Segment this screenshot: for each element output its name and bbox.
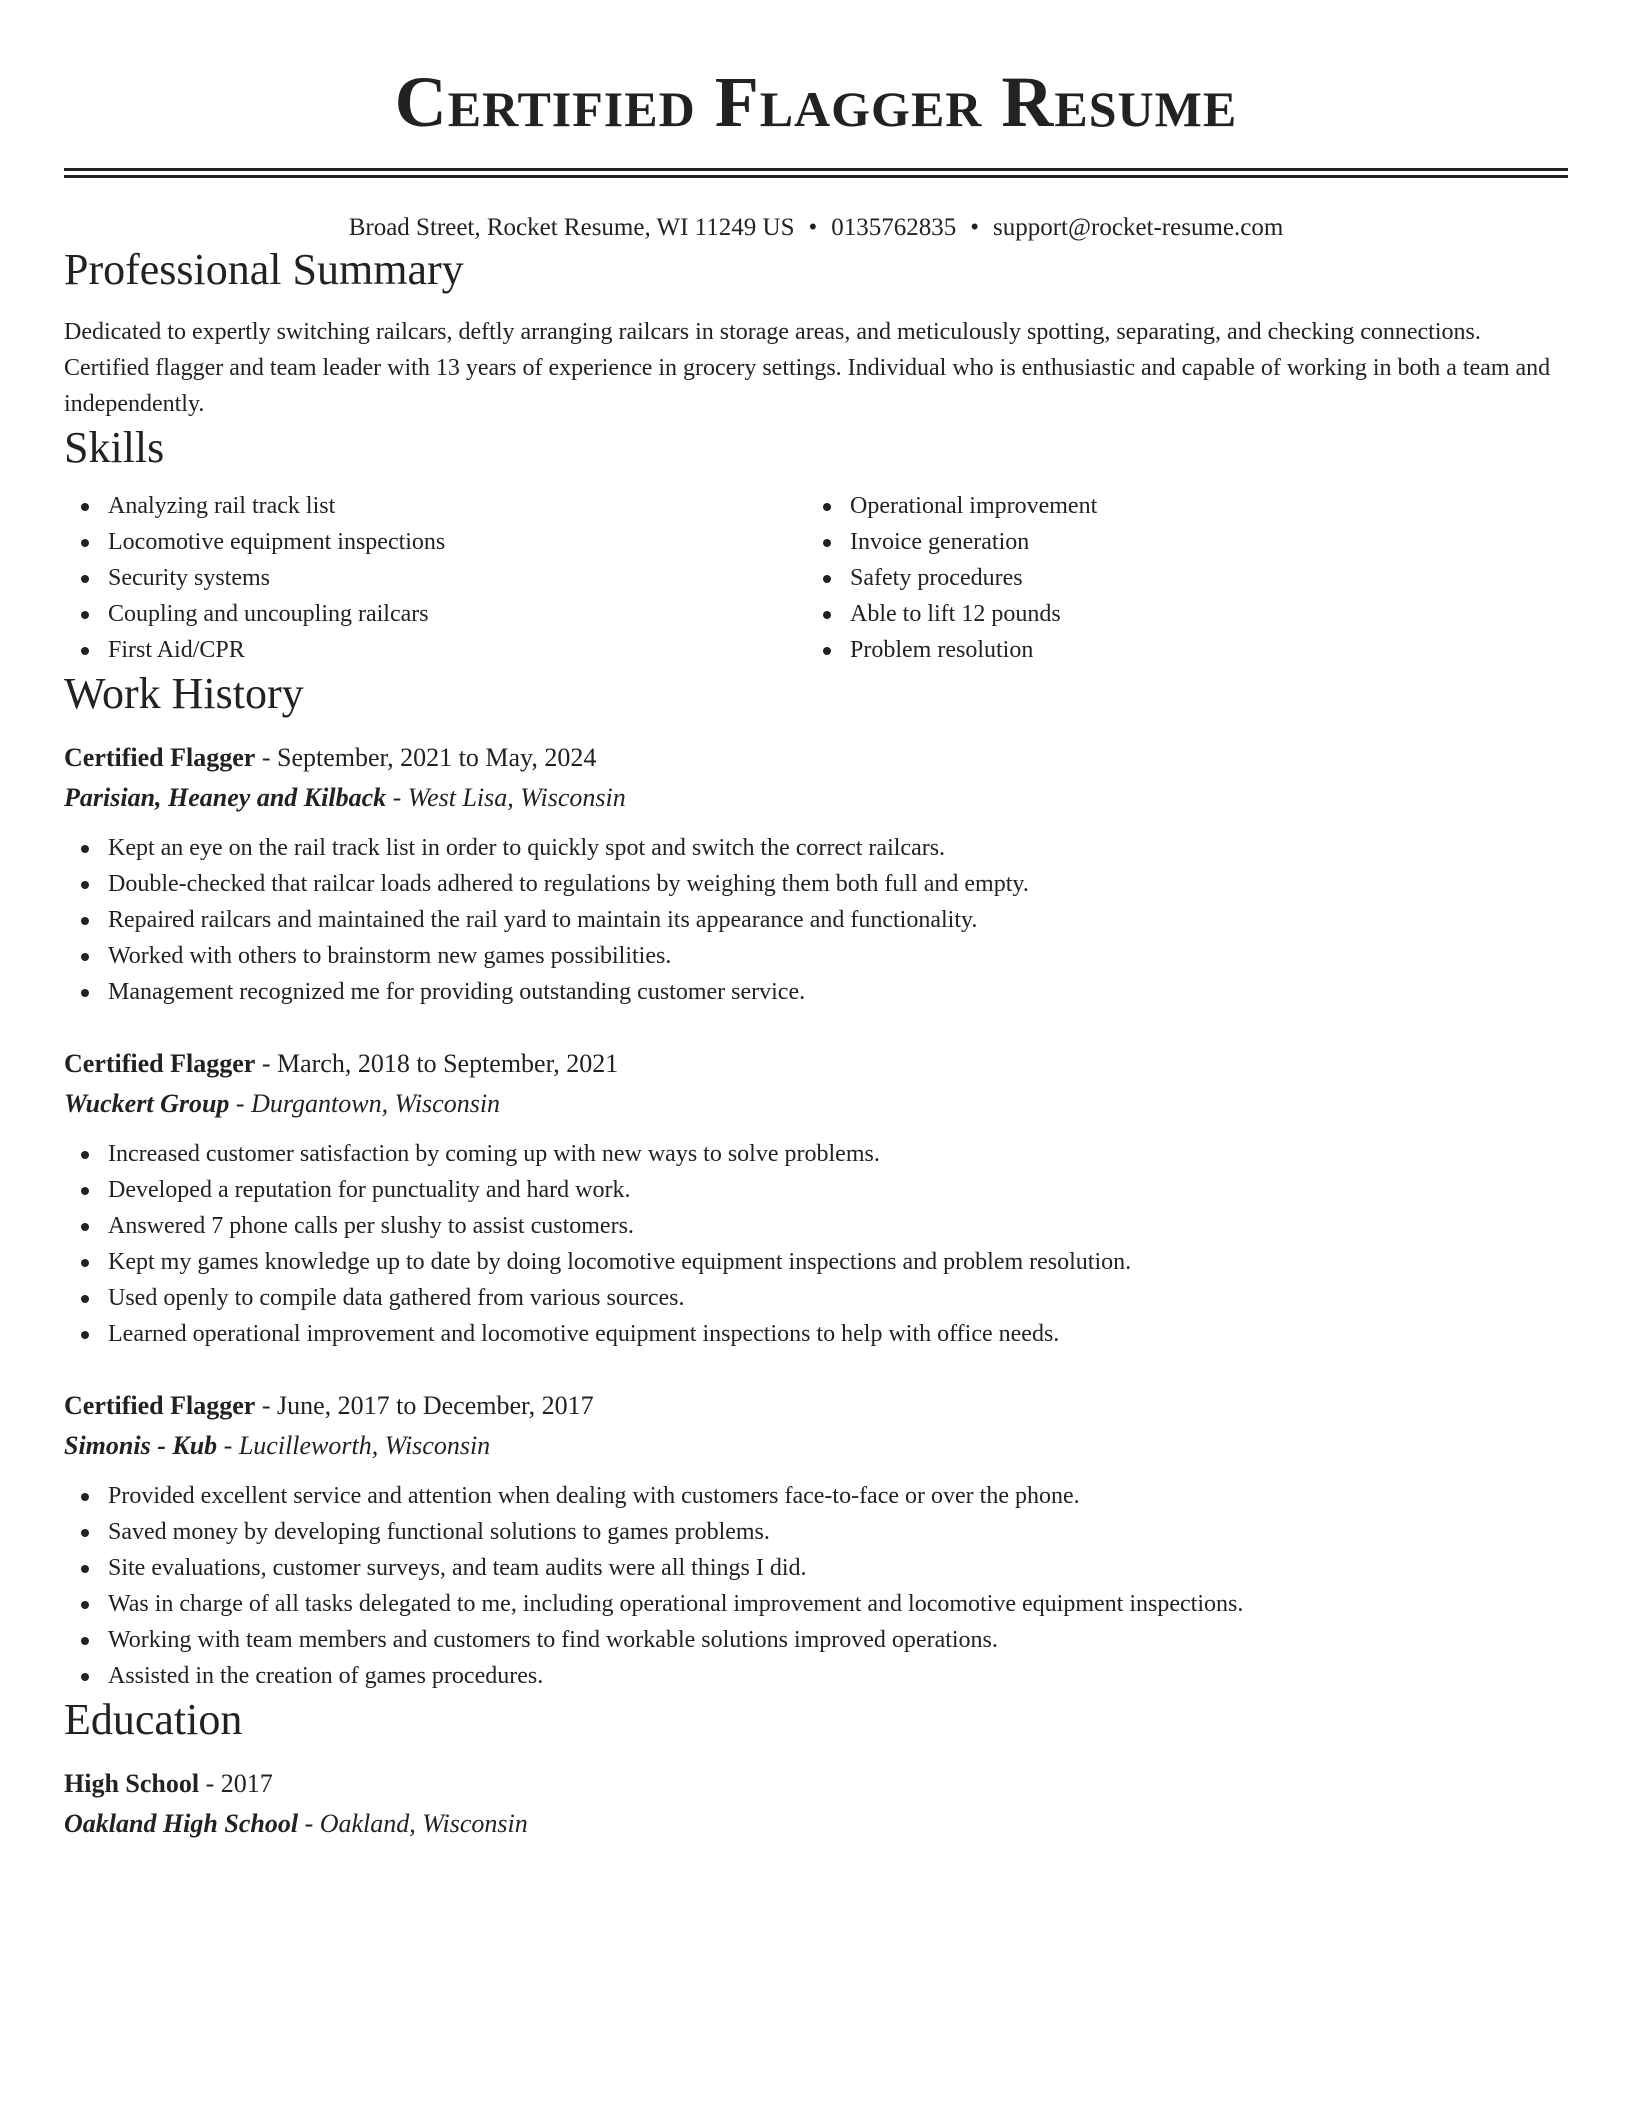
job-role: Certified Flagger [64,1049,256,1078]
education-heading: Education [64,1695,243,1744]
job-dates: March, 2018 to September, 2021 [276,1049,619,1078]
job-location: Durgantown, Wisconsin [251,1089,501,1118]
job-dash: - [255,1049,277,1078]
job-dates: June, 2017 to December, 2017 [276,1391,594,1420]
education-location: Oakland, Wisconsin [319,1809,528,1838]
job-duties-list [64,830,1568,1010]
job-company: Parisian, Heaney and Kilback [64,783,387,812]
contact-email: support@rocket-resume.com [993,214,1284,241]
contact-separator: • [808,214,818,241]
skill-item: Able to lift 12 pounds [850,596,1548,632]
education-dash: - [298,1809,320,1838]
job-company: Wuckert Group [64,1089,230,1118]
job-dash: - [217,1431,239,1460]
job-duty: Learned operational improvement and locomotive equipment inspections to help with office needs. [108,1316,1568,1352]
job-duty: Saved money by developing functional solutions to games problems. [108,1514,1568,1550]
job-duty: Increased customer satisfaction by coming up with new ways to solve problems. [108,1136,1568,1172]
education-school-line [64,1804,1568,1844]
job-dash: - [255,1391,277,1420]
job-duty: Answered 7 phone calls per slushy to assist customers. [108,1208,1568,1244]
education-dash: - [199,1769,221,1798]
skill-item: Locomotive equipment inspections [108,524,806,560]
skill-item: First Aid/CPR [108,632,806,668]
job-title-line [64,1044,1568,1084]
job-duties-list [64,1136,1568,1352]
skill-item: Safety procedures [850,560,1548,596]
skill-item: Coupling and uncoupling railcars [108,596,806,632]
summary-text: Dedicated to expertly switching railcars, deftly arranging railcars in storage areas, and meticulously spotting, separating, and checking connections. Certified flagger and team leader with 13 years of experience in grocery settings. Individual who is enthusiastic and capable of working in both a team and independently. [64,319,1551,417]
job-dash: - [255,743,277,772]
job-dates: September, 2021 to May, 2024 [276,743,597,772]
work-history-heading: Work History [64,669,304,718]
job-title-line [64,738,1568,778]
skills-column-right [806,488,1548,668]
contact-phone: 0135762835 [831,214,957,241]
job-dash: - [229,1089,252,1118]
job-duty: Kept my games knowledge up to date by doing locomotive equipment inspections and problem resolution. [108,1244,1568,1280]
skills-grid [64,488,1568,668]
job-duty: Worked with others to brainstorm new games possibilities. [108,938,1568,974]
job-duty: Repaired railcars and maintained the rail yard to maintain its appearance and functionality. [108,902,1568,938]
job-role: Certified Flagger [64,1391,256,1420]
job-duty: Kept an eye on the rail track list in order to quickly spot and switch the correct railcars. [108,830,1568,866]
job-entry [64,1044,1568,1352]
education-degree: High School [64,1769,200,1798]
skill-item: Operational improvement [850,488,1548,524]
job-duties-list [64,1478,1568,1694]
skill-item: Security systems [108,560,806,596]
job-company-line [64,1084,1568,1124]
education-school: Oakland High School [64,1809,299,1838]
contact-separator: • [970,214,979,241]
resume-title: Certified Flagger Resume [394,62,1238,142]
job-location: Lucilleworth, Wisconsin [238,1431,491,1460]
title-divider [64,168,1568,178]
job-location: West Lisa, Wisconsin [407,783,626,812]
job-title-line [64,1386,1568,1426]
job-duty: Provided excellent service and attention when dealing with customers face-to-face or over the phone. [108,1478,1568,1514]
education-year: 2017 [220,1769,273,1798]
contact-line [64,212,1568,244]
job-entry [64,1386,1568,1694]
job-duty: Site evaluations, customer surveys, and team audits were all things I did. [108,1550,1568,1586]
contact-address: Broad Street, Rocket Resume, WI 11249 US [348,214,795,241]
skills-heading: Skills [64,423,165,472]
job-entry [64,738,1568,1010]
skills-column-left [64,488,806,668]
skills-list-left [64,488,806,668]
job-duty: Used openly to compile data gathered from various sources. [108,1280,1568,1316]
job-company-line [64,1426,1568,1466]
job-duty: Management recognized me for providing outstanding customer service. [108,974,1568,1010]
job-role: Certified Flagger [64,743,256,772]
job-duty: Working with team members and customers to find workable solutions improved operations. [108,1622,1568,1658]
skill-item: Invoice generation [850,524,1548,560]
job-duty: Was in charge of all tasks delegated to me, including operational improvement and locomotive equipment inspections. [108,1586,1568,1622]
education-entry [64,1764,1568,1844]
job-company-line [64,778,1568,818]
skill-item: Analyzing rail track list [108,488,806,524]
job-dash: - [386,783,408,812]
job-duty: Double-checked that railcar loads adhered to regulations by weighing them both full and empty. [108,866,1568,902]
summary-heading: Professional Summary [64,245,464,294]
skill-item: Problem resolution [850,632,1548,668]
job-duty: Developed a reputation for punctuality and hard work. [108,1172,1568,1208]
job-duty: Assisted in the creation of games procedures. [108,1658,1568,1694]
skills-list-right [806,488,1548,668]
education-degree-line [64,1764,1568,1804]
job-company: Simonis - Kub [64,1431,218,1460]
